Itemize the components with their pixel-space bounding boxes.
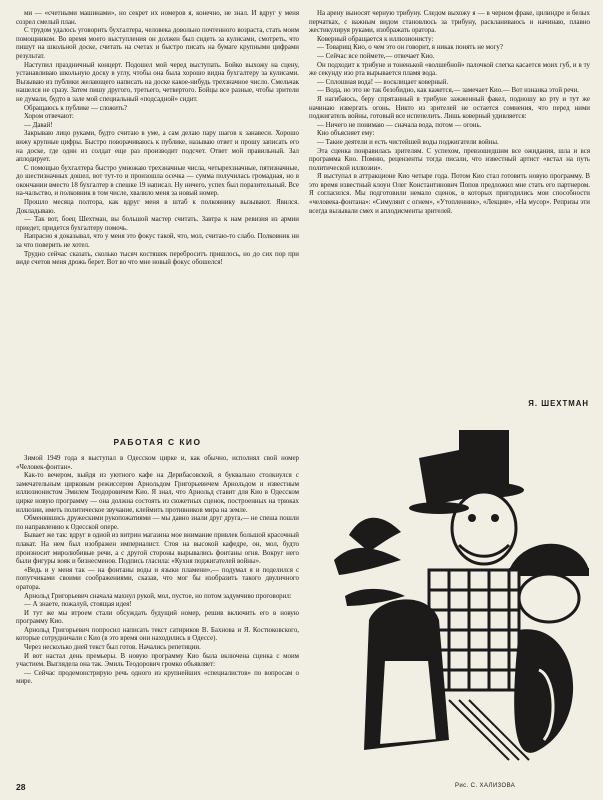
paragraph: Прошло месяца полтора, как вдруг меня в штаб к полковнику вызывают. Явился. Докладываю. [16,199,299,215]
article-column-left-top [16,10,299,268]
paragraph: — Ничего не понимаю — сначала вода, потом — огонь. [317,121,482,129]
paragraph: Коверный обращается к иллюзионисту: [317,35,434,43]
paragraph: И вот настал день премьеры. В новую программу Кио была включена сценка с моим участием. Выглядела она так. Эмиль Теодорович громко объявляет: [16,652,299,669]
paragraph: Как-то вечером, выйдя из уютного кафе на Дерибасовской, я буквально столкнулся с замечательным цирковым режиссером Арнольдом Григорьевичем Арнольдом и известным иллюзионистом Эмилем Теодоровичем Кио. Я знал, что Арнольд ставит для Кио в Одесском цирке новую программу — она должна состоять из сюжетных сценок, построенных на трюках иллюзии, иметь политическое звучание, клеймить противников мира на земле. [16,472,299,514]
paragraph: С помощью бухгалтера быстро умножаю трехзначные числа, четырехзначные, пятизначные, до шестизначных дошел, вот тут-то и произошла осечка — сумма получилась громадная, но в окончании вместо 18 бухгалтер в спешке 19 написал. Ну ничего, успех был поразительный. Все на-чальство, и полковник в том числе, хвалило меня за новый номер. [16,164,299,198]
paragraph: Трудно сейчас сказать, сколько тысяч костяшек переброситъ пришлось, но до сих пор при виде счетов меня дрожь берет. Вот во что мне новый фокус обошелся! [16,250,299,267]
paragraph: Хором отвечают: [24,113,74,121]
paragraph: — А знаете, пожалуй, стоящая идея! [24,601,132,609]
page-number: 28 [16,782,26,792]
paragraph: «Ведь и у меня так — на фонтаны воды и языки пламени»,— подумал я и поделился с попутчиками своими соображениями, сказав, что мог бы изобразить такого двуличного оратора. [16,566,299,591]
paragraph: С трудом удалось уговорить бухгалтера, человека довольно почтенного возраста, стать моим помощником. Во время моего выступления он должен был сидеть за кулисами, смотреть, что пишут на школьной доске, считать на счетах и быстро писать на бумаге крупными цифрами результат. [16,27,299,60]
paragraph: Он подходит к трибуне и тоненькой «волшебной» палочкой слегка касается моих губ, и в ту же секунду изо рта вырывается пламя вода. [309,61,590,78]
paragraph: ми — «счетными машинами», но секрет их номеров я, конечно, не знал. И вдруг у меня созрел смелый план. [16,10,299,26]
paragraph: Напрасно я доказывал, что у меня это фокус такой, что, мол, считаю-то слабо. Полковник ни за что поверить не хотел. [16,233,299,250]
paragraph: Я нагибаюсь, беру спрятанный в трибуне зажженный факел, подношу ко рту и тут же начинаю извергать огонь. Никто из зрителей не остается сомнения, что перед ними поджигатель войны, готовый все испепелить. Лишь коверный удивляется: [309,95,590,121]
paragraph: Обращаюсь к публике — сложить? [24,104,127,112]
paragraph: Эта сценка понравилась зрителям. С успехом, превзошедшим все ожидания, шла и вся программа Кио. Помню, рецензенты тогда писали, что известный артист «встал на путь политической иллюзии». [309,147,590,172]
paragraph: На арену выносят черную трибуну. Следом выхожу я — в черном фраке, цилиндре и белых перчатках, с важным видом становлюсь за трибуну, раскланиваюсь и начинаю, плавно жестикулируя руками, изображать оратора. [309,10,590,35]
article-column-right-top [309,10,590,216]
paragraph: Через несколько дней текст был готов. Начались репетиции. [24,644,201,652]
paragraph: Кио объясняет ему: [317,130,375,138]
paragraph: — Товарищ Кио, о чем это он говорит, я никак понять не могу? [317,44,503,52]
article-column-left-bottom [16,455,299,687]
paragraph: Закрываю лицо руками, будто считаю в уме, а сам делаю пару шагов к занавеси. Хорошо вижу крупные цифры. Быстро поворачиваюсь к публике, называю ответ и прошу записать его на доске, где один из солдат еще раз производит подсчет. Ответ мой правильный. Зал аплодирует. [16,130,299,164]
paragraph: — Сплошная вода! — восклицает коверный. [317,78,449,86]
cartoon-illustration [309,420,591,780]
paragraph: Зимой 1949 года я выступал в Одесском цирке и, как обычно, исполнял свой номер «Человек-фонтан». [16,455,299,471]
paragraph: — Сейчас все поймете,— отвечает Кио. [317,52,435,60]
paragraph: Наступил праздничный концерт. Подошел мой черед выступать. Бойко выхожу на сцену, устанавливаю школьную доску в углу, чтобы она была хорошо видна бухгалтеру за кулисами. Вызываю из публики желающего написать на доске какое-нибудь трехзначное число. Смельчак нашелся не сразу. Затем пишу другого, третьего, четвертого. Бойцы все разные, чтобы зрители не думали, будто в зале мой специальный «подсадной» сидит. [16,61,299,103]
paragraph: — Сейчас продемонстрирую речь одного из крупнейших «специалистов» по вопросам о мире. [16,669,299,686]
paragraph: Арнольд Григорьевич попросил написать текст сатириков В. Бахнова и Я. Костюковского, которые сотрудничали с Кио (в это время они находились в Одессе). [16,626,299,643]
paragraph: — Вода, но это не так безобидно, как кажется,— замечает Кио.— Вот изнанка этой речи. [317,87,579,95]
paragraph: И тут же мы втроем стали обсуждать будущий номер, решив включить его в новую программу Кио. [16,609,299,626]
paragraph: Арнольд Григорьевич сначала махнул рукой, мол, пустое, но потом задумчиво проговорил: [24,592,292,600]
paragraph: Бывает же так: вдруг в одной из витрин магазина мое внимание привлек большой красочный плакат. На нем был изображен империалист. Стоя на высокой кафедре, он, мол, будто произносит миролюбивые речи, а с другой стороны вырывались фонтаны огня. Вокруг него были фигуры вояк и бизнесменов. Подпись гласила: «Кухня поджигателей войны». [16,532,299,566]
section-heading: РАБОТАЯ С КИО [113,437,202,447]
illustration-credit: Рис. С. ХАЛИЗОВА [455,783,516,789]
paragraph: — Такие деятели и есть чистейшей воды поджигатели войны. [317,138,499,146]
paragraph: Обменявшись дружескими рукопожатиями — мы давно знали друг друга,— не спеша пошли по направлению к Одесской опере. [16,515,299,531]
author-signature: Я. ШЕХТМАН [528,399,589,408]
paragraph: — Давай! [24,121,53,129]
paragraph: Я выступал в аттракционе Кио четыре года. Потом Кио стал готовить новую программу. В это время известный клоун Олег Константинович Попов предложил мне стать его партнером. Я согласился. Мы подготовили немало сценок, в которых пригодились мои способности «человека-фонтана»: «Симулянт с огнем», «Утопленник», «Лекция», «На мусор». Репризы эти всегда вызывали смех и аплодисменты зрителей. [309,173,590,215]
paragraph: — Так вот, боец Шехтман, вы большой мастер считать. Завтра к нам ревизия из армии приедет, придется бухгалтеру помочь. [16,216,299,232]
